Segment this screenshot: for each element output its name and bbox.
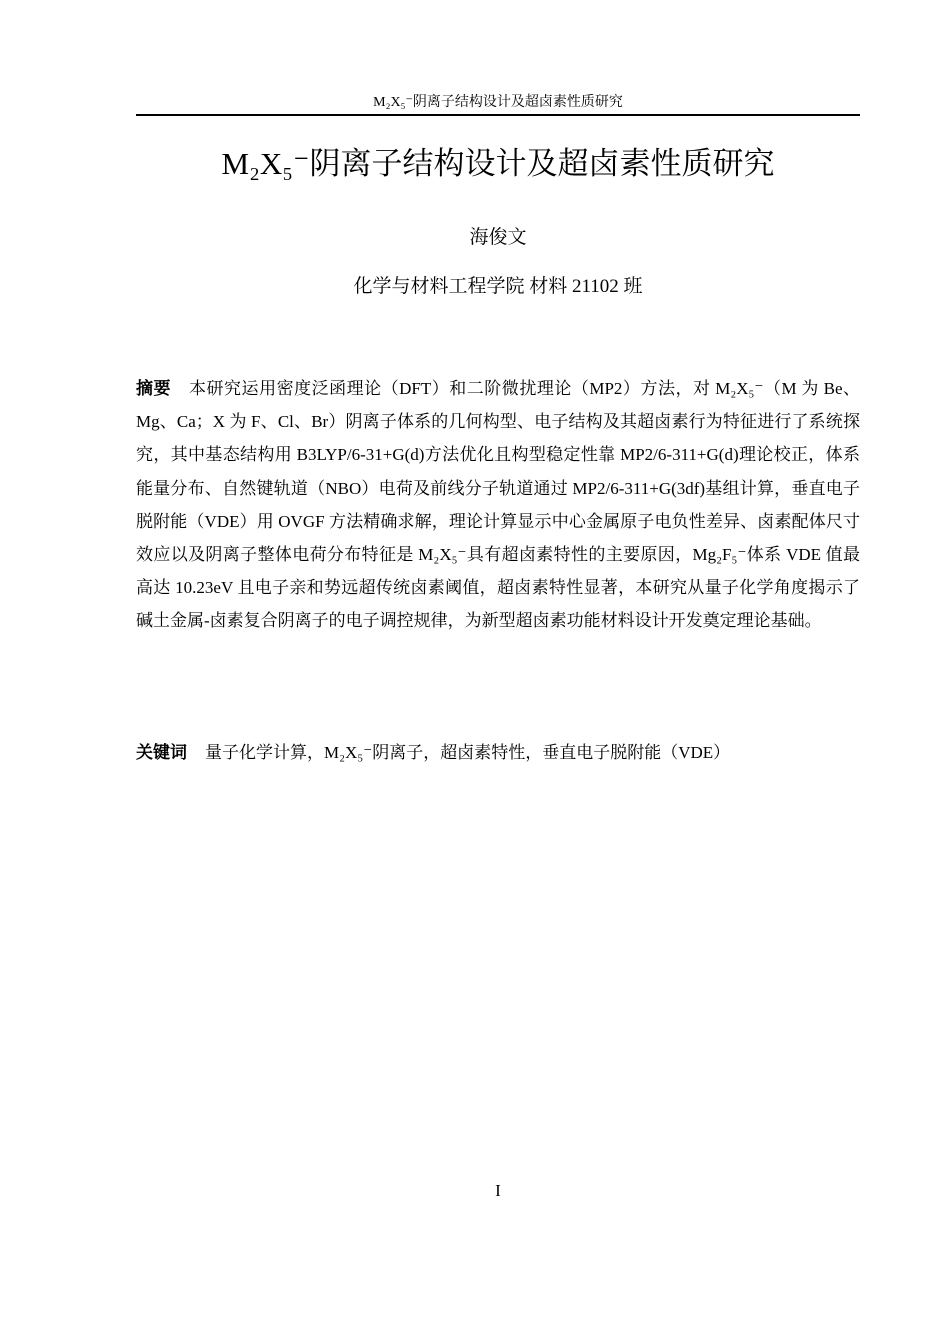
author-name: 海俊文 bbox=[469, 227, 527, 248]
keywords-heading: 关键词 bbox=[136, 743, 187, 762]
page-number: I bbox=[495, 1181, 501, 1200]
author-affiliation: 化学与材料工程学院 材料 21102 班 bbox=[353, 276, 643, 297]
abstract bbox=[136, 372, 860, 638]
header-rule bbox=[136, 114, 860, 116]
paper-title: M₂X₅⁻阴离子结构设计及超卤素性质研究 bbox=[221, 146, 775, 181]
abstract-heading: 摘要 bbox=[136, 379, 172, 398]
abstract-body: 本研究运用密度泛函理论（DFT）和二阶微扰理论（MP2）方法，对 M₂X₅⁻（M 为 Be、Mg、Ca；X 为 F、Cl、Br）阴离子体系的几何构型、电子结构及其超卤素行为特征进行了系统探究，其中基态结构用 B3LYP/6-31+G(d)方法优化且构型稳定性靠 MP2/6-311+G(d)理论校正，体系能量分布、自然键轨道（NBO）电荷及前线分子轨道通过 MP2/6-311+G(3df)基组计算，垂直电子脱附能（VDE）用 OVGF 方法精确求解，理论计算显示中心金属原子电负性差异、卤素配体尺寸效应以及阴离子整体电荷分布特征是 M₂X₅⁻具有超卤素特性的主要原因，Mg₂F₅⁻体系 VDE 值最高达 10.23eV 且电子亲和势远超传统卤素阈值，超卤素特性显著，本研究从量子化学角度揭示了碱土金属-卤素复合阴离子的电子调控规律，为新型超卤素功能材料设计开发奠定理论基础。 bbox=[136, 379, 861, 631]
keywords-text: 量子化学计算，M₂X₅⁻阴离子，超卤素特性，垂直电子脱附能（VDE） bbox=[205, 743, 731, 762]
running-header: M₂X₅⁻阴离子结构设计及超卤素性质研究 bbox=[373, 95, 623, 110]
keywords bbox=[136, 736, 860, 769]
